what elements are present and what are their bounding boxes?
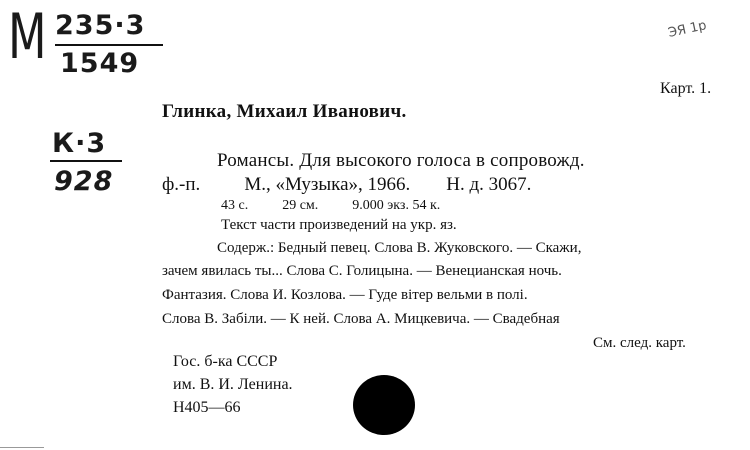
secondary-mark-divider [50, 160, 122, 162]
library-code: Н405—66 [173, 399, 241, 416]
continued-note: См. след. карт. [593, 335, 686, 351]
punch-hole [353, 375, 415, 435]
title-line-1: Романсы. Для высокого голоса в сопровожд. [217, 150, 585, 171]
card-number: Карт. 1. [660, 80, 712, 97]
title-line-2 [162, 174, 531, 196]
secondary-mark-bottom: 928 [54, 166, 114, 197]
publisher-number: Н. д. 3067. [446, 174, 532, 195]
shelfmark-top: 235·3 [55, 10, 146, 41]
page-count: 43 с. [221, 198, 249, 213]
contents-line-4: Слова В. Забіли. — К ней. Слова А. Мицкевича. — Свадебная [162, 311, 560, 327]
publication-info: М., «Музыка», 1966. [244, 174, 411, 195]
shelfmark-bottom: 1549 [60, 48, 140, 79]
contents-line-2: зачем явилась ты... Слова С. Голицына. — Венецианская ночь. [162, 263, 562, 279]
secondary-mark-top: К·3 [52, 128, 107, 159]
title-accompaniment: ф.-п. [162, 174, 201, 195]
physical-description [221, 198, 440, 214]
author-heading: Глинка, Михаил Иванович. [162, 101, 407, 122]
size: 29 см. [282, 198, 319, 213]
card-edge-mark [0, 447, 44, 448]
pencil-scribble: ЭЯ 1р [666, 18, 708, 41]
language-note: Текст части произведений на укр. яз. [221, 217, 457, 233]
contents-line-1: Содерж.: Бедный певец. Слова В. Жуковского. — Скажи, [217, 240, 582, 256]
shelfmark-divider [55, 44, 163, 46]
print-run: 9.000 экз. 54 к. [352, 198, 441, 213]
library-line-2: им. В. И. Ленина. [173, 376, 293, 393]
library-line-1: Гос. б-ка СССР [173, 353, 278, 370]
contents-line-3: Фантазия. Слова И. Козлова. — Гуде вітер вельми в полі. [162, 287, 528, 303]
shelfmark-letter: М [8, 0, 48, 73]
